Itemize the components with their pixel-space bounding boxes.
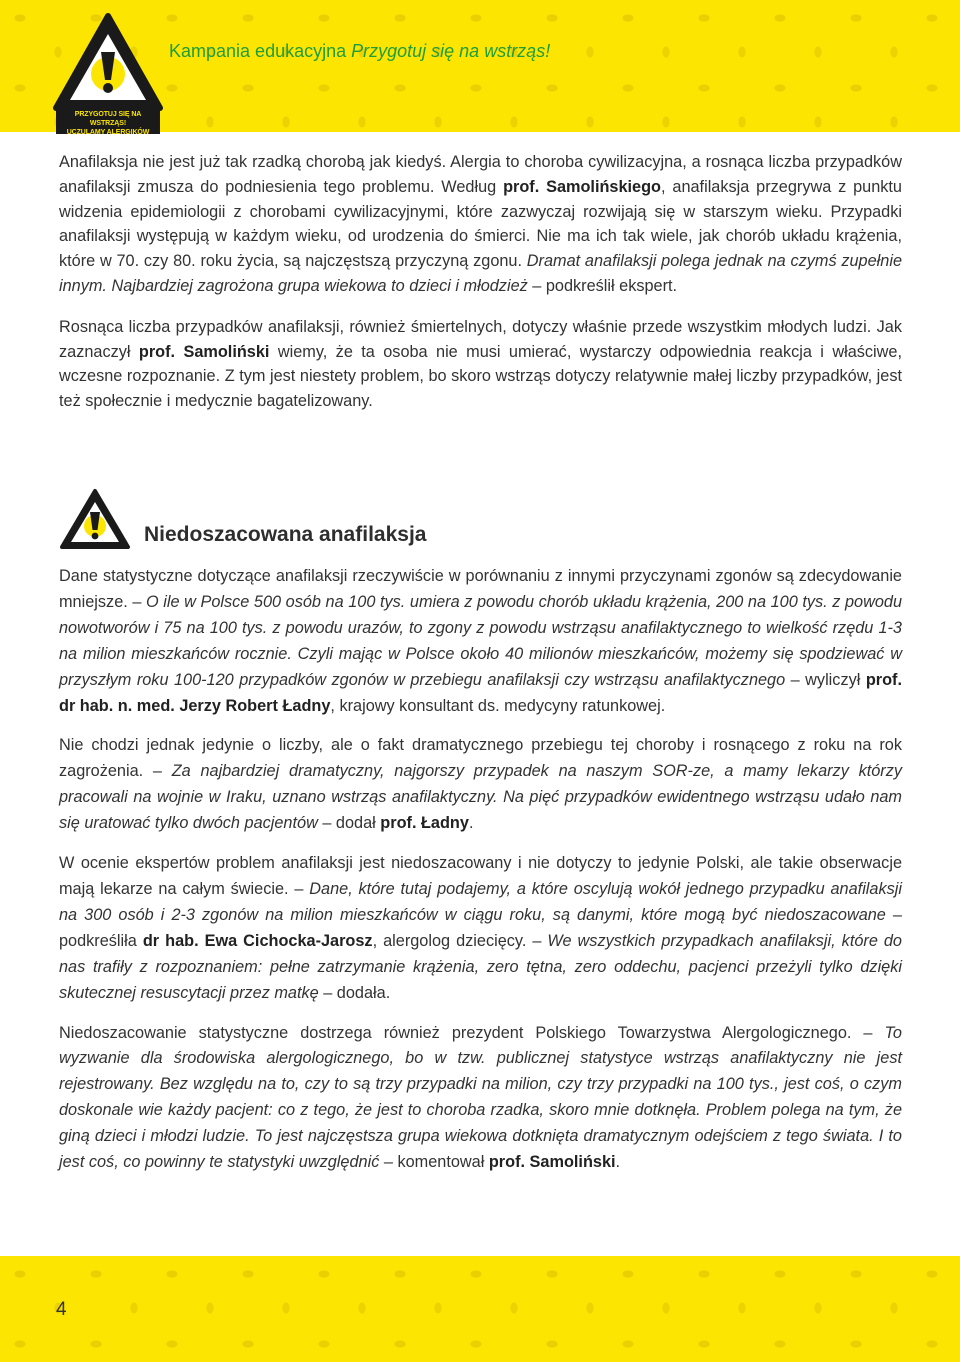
- warning-icon: [59, 488, 131, 550]
- campaign-heading: [169, 41, 550, 62]
- text-run: – podkreśliła: [59, 905, 902, 950]
- text-run: Nie chodzi jednak jedynie o liczby, ale o fakt dramatycznego przebiegu tej choroby i rosnącego z roku na rok zagrożenia. –: [59, 736, 902, 781]
- text-run: – dodała.: [318, 983, 391, 1002]
- expert-name: prof. Ładny: [380, 814, 469, 833]
- intro-text: [59, 150, 902, 430]
- quote: Za najbardziej dramatyczny, najgorszy przypadek na naszym SOR-ze, a mamy lekarzy którzy pracowali na wojnie w Iraku, uznano wstrząs anafilaktyczny. Na pięć przypadków ewidentnego wstrząsu udało nam się uratować tylko dwóch pacjentów: [59, 762, 902, 833]
- intro-paragraph-2: [59, 315, 902, 414]
- text-run: , krajowy konsultant ds. medycyny ratunkowej.: [330, 696, 666, 715]
- quote: Dramat anafilaksji polega jednak na czymś zupełnie innym. Najbardziej zagrożona grupa wiekowa to dzieci i młodzież: [59, 252, 902, 295]
- text-run: , alergolog dziecięcy. –: [372, 931, 548, 950]
- quote: O ile w Polsce 500 osób na 100 tys. umiera z powodu chorób układu krążenia, 200 na 100 tys. z powodu nowotworów i 75 na 100 tys. z powodu urazów, to zgony z powodu wstrząsu anafilaktycznego to wielkość rzędu 1-3 na milion mieszkańców rocznie. Czyli mając w Polsce około 40 milionów mieszkańców, możemy się spodziewać w przyszłym roku 100-120 przypadków zgonów w przebiegu anafilaksji czy wstrząsu anafilaktycznego: [59, 592, 902, 689]
- text-run: wiemy, że ta osoba nie musi umierać, wystarczy odpowiednia reakcja i właściwe, wczesne rozpoznanie. Z tym jest niestety problem, bo skoro wstrząs dotyczy relatywnie małej liczby przypadków, jest też społecznie i medycznie bagatelizowany.: [59, 342, 902, 411]
- campaign-logo: [52, 12, 164, 138]
- expert-name: prof. Samoliński: [138, 342, 270, 361]
- section-paragraph-1: [59, 564, 902, 719]
- text-run: Anafilaksja nie jest już tak rzadką chorobą jak kiedyś. Alergia to choroba cywilizacyjna, a rosnąca liczba przypadków anafilaksji zmusza do podniesienia tego problemu. Według: [59, 153, 902, 196]
- page-number: 4: [56, 1299, 67, 1320]
- text-run: Rosnąca liczba przypadków anafilaksji, również śmiertelnych, dotyczy właśnie przede wszystkim młodych ludzi. Jak zaznaczył: [59, 317, 902, 361]
- section-paragraph-2: [59, 733, 902, 837]
- section-paragraph-4: [59, 1021, 902, 1176]
- text-run: – podkreślił ekspert.: [527, 276, 678, 295]
- text-run: Dane statystyczne dotyczące anafilaksji rzeczywiście w porównaniu z innymi przyczynami zgonów są zdecydowanie mniejsze. –: [59, 567, 902, 611]
- text-run: – komentował: [379, 1153, 489, 1172]
- text-run: .: [468, 814, 474, 833]
- quote: We wszystkich przypadkach anafilaksji, które do nas trafiły z rozpoznaniem: pełne zatrzymanie krążenia, zero tętna, zero oddechu, pacjenci przeżyli tylko dzięki skutecznej resuscytacji przez matkę: [59, 931, 902, 1002]
- text-run: – dodał: [317, 814, 381, 833]
- text-run: .: [615, 1153, 621, 1172]
- quote: Dane, które tutaj podajemy, a które oscylują wokół jednego przypadku anafilaksji na 300 osób i 2-3 zgonów na milion mieszkańców w ciągu roku, są danymi, które mogą być niedoszacowane: [59, 879, 902, 924]
- quote: To wyzwanie dla środowiska alergologicznego, bo w tzw. publicznej statystyce wstrząs anafilaktyczny nie jest rejestrowany. Bez względu na to, czy to są trzy przypadki na milion, czy trzy przypadki na 100 tys., jest coś, o czym doskonale wie każdy pacjent: co z tego, że jest to choroba rzadka, skoro mnie dotknęła. Problem polega na tym, że giną dzieci i młodzi ludzie. To jest najczęstsza grupa wiekowa dotknięta dramatycznym odejściem z tego świata. I to jest coś, co powinny te statystyki uwzględnić: [59, 1023, 902, 1172]
- expert-name: prof. Samoliński: [488, 1153, 616, 1172]
- campaign-title: Przygotuj się na wstrząs!: [351, 41, 551, 61]
- text-run: – wyliczył: [785, 670, 866, 689]
- expert-name: prof. Samolińskiego: [503, 177, 662, 196]
- section-title: Niedoszacowana anafilaksja: [144, 523, 427, 546]
- logo-line-1: PRZYGOTUJ SIĘ NA WSTRZĄS!: [74, 111, 142, 127]
- section-text: [59, 564, 902, 1190]
- intro-paragraph-1: [59, 150, 902, 299]
- expert-name: prof. dr hab. n. med. Jerzy Robert Ładny: [59, 670, 902, 715]
- section-paragraph-3: [59, 851, 902, 1006]
- campaign-prefix: Kampania edukacyjna: [169, 41, 352, 61]
- text-run: W ocenie ekspertów problem anafilaksji jest niedoszacowany i nie dotyczy to jedynie Polski, ale takie obserwacje mają lekarze na całym świecie. –: [59, 854, 902, 898]
- footer-band: [0, 1256, 960, 1362]
- logo-label: [62, 110, 154, 137]
- expert-name: dr hab. Ewa Cichocka-Jarosz: [142, 931, 373, 950]
- text-run: , anafilaksja przegrywa z punktu widzenia epidemiologii z chorobami cywilizacyjnymi, które zazwyczaj rozwijają się w starszym wieku. Przypadki anafilaksji występują w każdym wieku, od urodzenia do śmierci. Nie ma ich tak wiele, jak chorób układu krążenia, które w 70. czy 80. roku życia, są najczęstszą przyczyną zgonu.: [59, 177, 902, 271]
- section-header: [59, 488, 902, 552]
- text-run: Niedoszacowanie statystyczne dostrzega również prezydent Polskiego Towarzystwa Alergologicznego. –: [59, 1023, 885, 1042]
- logo-line-2: UCZULAMY ALERGIKÓW: [66, 129, 150, 136]
